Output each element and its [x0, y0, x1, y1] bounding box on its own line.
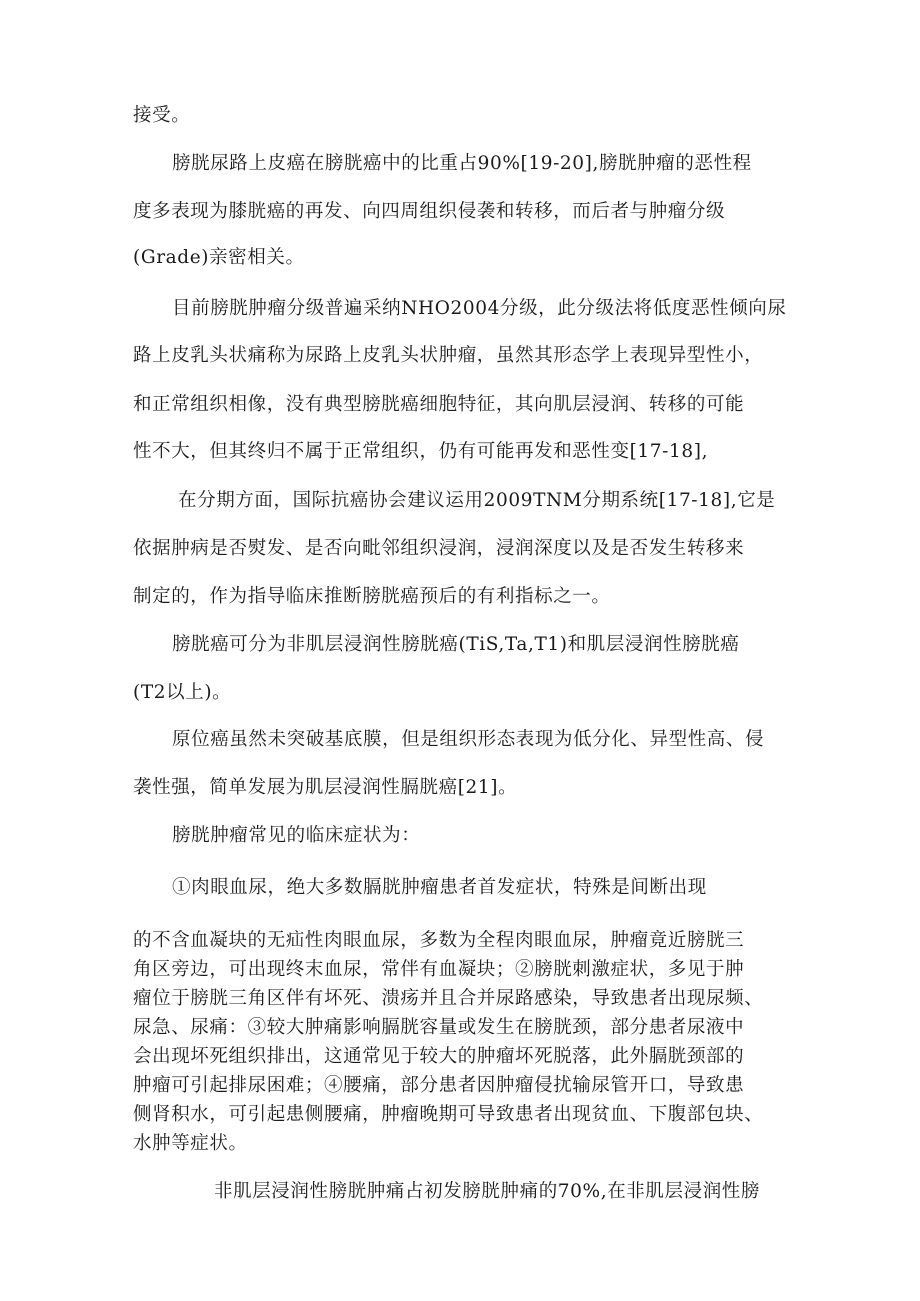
- text-line: 在分期方面，国际抗癌协会建议运用2009TNM分期系统[17-18],它是: [178, 490, 776, 511]
- text-line: 侧肾积水，可引起患侧腰痛，肿瘤晚期可导致患者出现贫血、下腹部包块、: [133, 1104, 764, 1125]
- text-line: 接受。: [133, 105, 191, 126]
- text-line: 目前膀胱肿瘤分级普遍采纳NHO2004分级，此分级法将低度恶性倾向尿: [172, 298, 787, 319]
- text-line: 的不含血凝块的无疝性肉眼血尿，多数为全程肉眼血尿，肿瘤竟近膀胱三: [133, 930, 745, 951]
- text-line: 性不大，但其终归不属于正常组织，仍有可能再发和恶性变[17-18],: [133, 441, 709, 462]
- text-line: 非肌层浸润性膀胱肿痛占初发膀胱肿痛的70%,在非肌层浸润性膀: [214, 1181, 761, 1202]
- text-line: 路上皮乳头状痛称为尿路上皮乳头状肿瘤，虽然其形态学上表现异型性小，: [133, 345, 764, 366]
- text-line: 制定的，作为指导临床推断膀胱癌预后的有利指标之一。: [133, 586, 611, 607]
- text-line: 角区旁边，可出现终末血尿，常伴有血凝块；②膀胱刺激症状，多见于肿: [133, 959, 745, 980]
- text-line: 会出现坏死组织排出，这通常见于较大的肿瘤坏死脱落，此外膈胱颈部的: [133, 1046, 745, 1067]
- text-line: 度多表现为膝胱癌的再发、向四周组织侵袭和转移，而后者与肿瘤分级: [133, 201, 726, 222]
- text-line: 袭性强，简单发展为肌层浸润性膈胱癌[21]。: [133, 777, 518, 798]
- text-line: 依据肿病是否熨发、是否向毗邻组织浸润，浸润深度以及是否发生转移来: [133, 538, 745, 559]
- text-line: 膀胱肿瘤常见的临床症状为：: [172, 825, 421, 846]
- text-line: 尿急、尿痛：③较大肿痛影响膈胱容量或发生在膀胱颈，部分患者尿液中: [133, 1017, 745, 1038]
- text-line: 膀胱癌可分为非肌层浸润性膀胱癌(TiS,Ta,T1)和肌层浸润性膀胱癌: [172, 634, 740, 655]
- text-line: (T2以上)。: [133, 682, 232, 703]
- text-line: 原位癌虽然未突破基底膜，但是组织形态表现为低分化、异型性高、侵: [172, 729, 765, 750]
- text-line: 肿瘤可引起排尿困难；④腰痛，部分患者因肿瘤侵扰输尿管开口，导致患: [133, 1075, 745, 1096]
- text-line: 和正常组织相像，没有典型膀胱癌细胞特征，其向肌层浸润、转移的可能: [133, 394, 745, 415]
- text-line: 水肿等症状。: [133, 1133, 248, 1154]
- text-line: 膀胱尿路上皮癌在膀胱癌中的比重占90%[19-20],膀胱肿瘤的恶性程: [172, 153, 752, 174]
- text-line: (Grade)亲密相关。: [133, 247, 305, 268]
- text-line: ①肉眼血尿，绝大多数膈胱肿瘤患者首发症状，特殊是间断出现: [172, 877, 707, 898]
- text-line: 瘤位于膀胱三角区伴有坏死、溃疡并且合并尿路感染，导致患者出现尿频、: [133, 988, 764, 1009]
